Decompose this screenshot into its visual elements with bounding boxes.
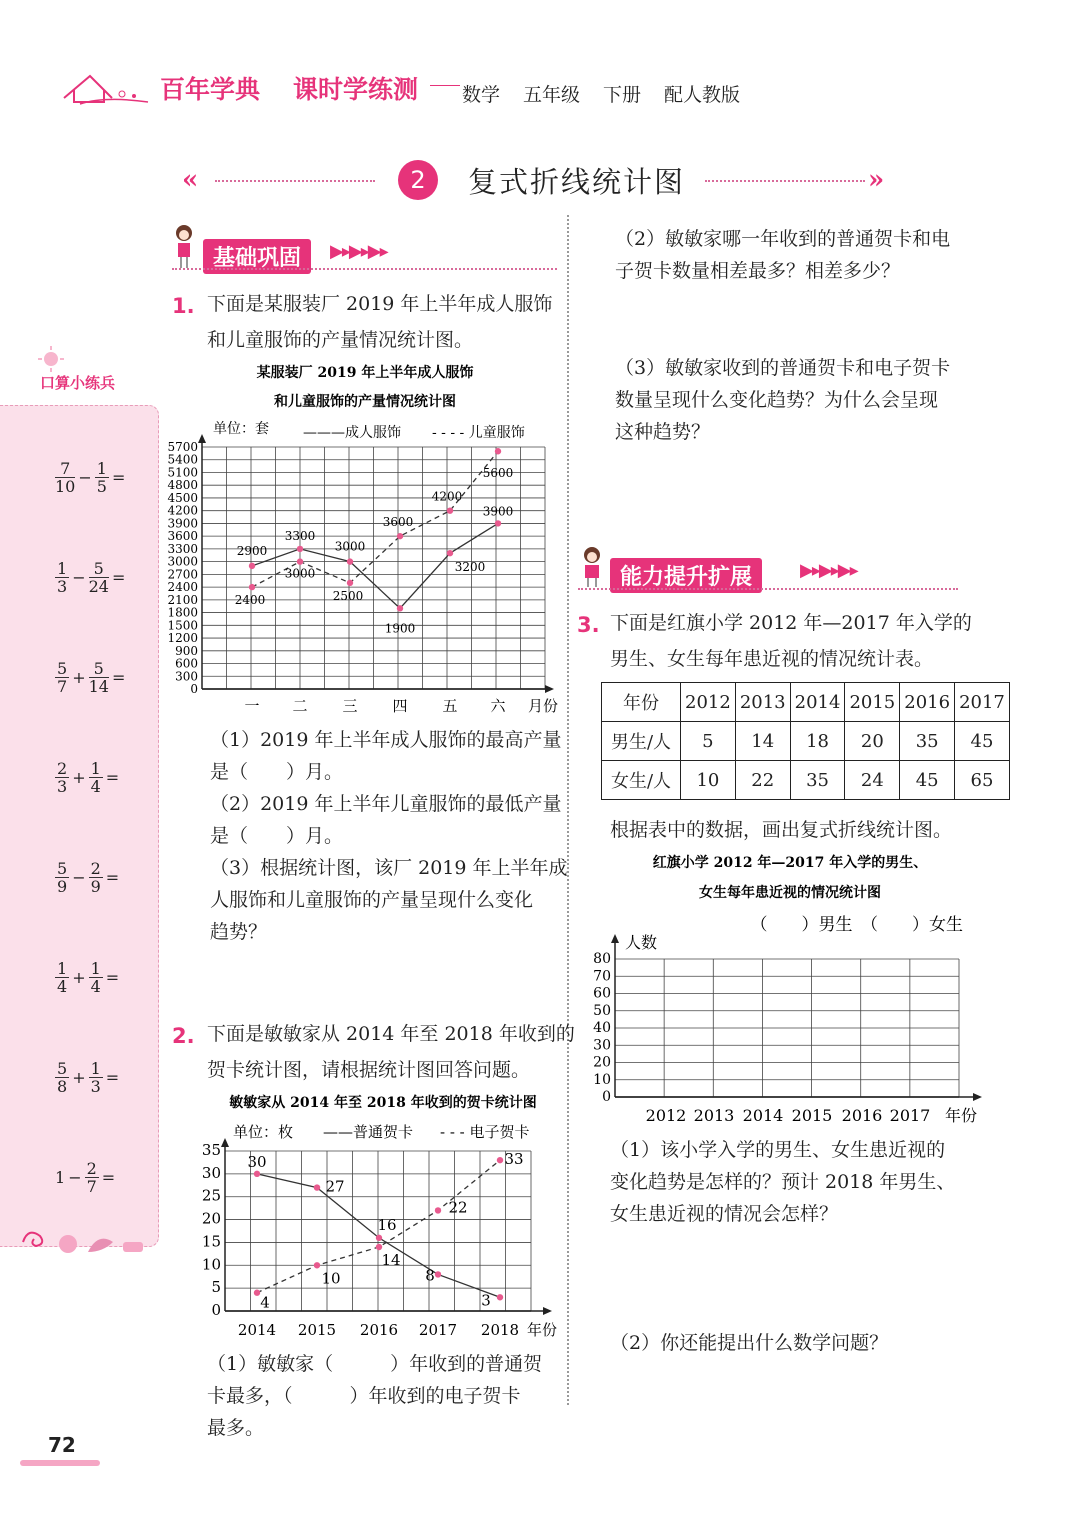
chart1 [160, 355, 565, 720]
chart1-subtitle: 和儿童服饰的产量情况统计图 [274, 394, 456, 410]
q3-table [601, 682, 1010, 800]
sidebar-swirl-icon [18, 1222, 148, 1262]
q2-number: 2. [172, 1024, 195, 1048]
data-label: 3900 [482, 504, 514, 519]
table-cell: 2013 [735, 683, 790, 722]
fraction-a: $\frac{5}{8}$ [57, 1059, 68, 1096]
chart2-unit: 单位：枚 [233, 1123, 294, 1141]
y-tick-label: 2700 [167, 567, 198, 582]
fraction-a: $\frac{2}{3}$ [57, 759, 68, 796]
x-tick-label: 2015 [297, 1321, 337, 1339]
sidebar-problem [55, 1160, 115, 1195]
sidebar-problem [55, 860, 119, 895]
table-cell: 20 [845, 722, 900, 761]
sidebar-problem [55, 960, 119, 995]
y-tick-label: 2400 [167, 580, 198, 595]
y-tick-label: 70 [593, 968, 611, 985]
operator: − [72, 568, 86, 587]
y-tick-label: 40 [593, 1020, 611, 1036]
y-tick-label: 15 [201, 1232, 221, 1251]
x-axis-label: 年份 [527, 1321, 558, 1339]
q1-number: 1. [172, 294, 195, 318]
data-label: 3 [481, 1291, 491, 1310]
data-point [347, 558, 353, 564]
sidebar-sun-icon [38, 346, 64, 372]
x-tick-label: 2014 [742, 1106, 784, 1125]
q2-sub3-3: 这种趋势？ [615, 421, 711, 443]
right-chevrons-icon: » [868, 165, 885, 195]
y-tick-label: 600 [175, 656, 198, 671]
equals-sign: = [105, 968, 120, 987]
data-point [249, 584, 255, 590]
q3-sub1-2: 变化趋势是怎样的？预计 2018 年男生、 [610, 1171, 956, 1193]
q2-sub2-2: 子贺卡数量相差最多？相差多少？ [615, 260, 901, 282]
y-tick-label: 3600 [167, 529, 198, 544]
y-tick-label: 2100 [167, 592, 198, 607]
y-axis-arrow [611, 934, 619, 943]
data-point [435, 1271, 441, 1277]
data-point [497, 1157, 503, 1163]
fraction-a: $\frac{5}{7}$ [57, 659, 68, 696]
q1-sub2-2: 是（ ）月。 [210, 825, 344, 847]
equals-sign: = [105, 868, 120, 887]
title-dotline-left [215, 180, 375, 182]
series-title: 课时学练测 [293, 75, 419, 104]
fraction-a: 1 [55, 1168, 66, 1187]
y-tick-label: 20 [201, 1209, 221, 1228]
y-tick-label: 3000 [167, 554, 198, 569]
x-tick-label: 2018 [480, 1321, 520, 1339]
y-tick-label: 35 [201, 1141, 221, 1159]
q1-sub3-2: 人服饰和儿童服饰的产量呈现什么变化 [210, 889, 534, 911]
data-label: 3000 [284, 566, 316, 581]
y-tick-label: 10 [593, 1071, 611, 1088]
y-tick-label: 5400 [167, 452, 198, 467]
operator: + [72, 768, 86, 787]
data-point [495, 448, 501, 454]
chart2-title: 敏敏家从 2014 年至 2018 年收到的贺卡统计图 [229, 1095, 537, 1111]
x-axis-label: 月份 [528, 697, 559, 715]
q3-number: 3. [577, 613, 600, 637]
q2-text-1: 下面是敏敏家从 2014 年至 2018 年收到的 [207, 1023, 575, 1045]
y-tick-label: 3900 [167, 516, 198, 531]
fraction-b: $\frac{2}{9}$ [90, 859, 101, 896]
data-point [314, 1262, 320, 1268]
equals-sign: = [111, 468, 126, 487]
table-cell: 2016 [900, 683, 955, 722]
data-label: 16 [377, 1215, 397, 1234]
data-label: 3200 [454, 560, 486, 575]
q2-text-2: 贺卡统计图，请根据统计图回答问题。 [207, 1059, 531, 1081]
table-cell: 男生/人 [602, 722, 681, 761]
sidebar-problem [55, 1060, 119, 1095]
data-label: 22 [448, 1198, 468, 1217]
chart2 [195, 1085, 565, 1345]
chart3-title: 红旗小学 2012 年—2017 年入学的男生、 [652, 855, 928, 871]
left-chevrons-icon: « [182, 165, 199, 195]
data-label: 2900 [236, 543, 268, 558]
data-label: 10 [321, 1269, 341, 1288]
data-point [497, 1294, 503, 1300]
data-point [447, 507, 453, 513]
data-point [376, 1235, 382, 1241]
x-tick-label: 五 [442, 697, 458, 715]
data-point [376, 1244, 382, 1250]
fraction-a: $\frac{5}{9}$ [57, 859, 68, 896]
equals-sign: = [101, 1168, 116, 1187]
data-label: 4 [260, 1293, 270, 1312]
y-tick-label: 5100 [167, 465, 198, 480]
q1-sub3-3: 趋势？ [210, 921, 268, 943]
y-tick-label: 10 [201, 1255, 221, 1274]
table-row [602, 761, 1010, 800]
sidebar-problem [55, 460, 125, 495]
table-cell: 女生/人 [602, 761, 681, 800]
y-tick-label: 4800 [167, 478, 198, 493]
y-tick-label: 80 [593, 951, 611, 967]
banner-advanced: 能力提升扩展 [610, 558, 762, 593]
y-tick-label: 0 [211, 1301, 221, 1319]
y-tick-label: 300 [175, 669, 198, 684]
operator: − [68, 1168, 82, 1187]
q2-sub1-3: 最多。 [207, 1417, 265, 1439]
y-tick-label: 0 [190, 682, 198, 696]
equals-sign: = [105, 1068, 120, 1087]
data-point [314, 1184, 320, 1190]
data-point [254, 1171, 260, 1177]
x-axis-label: 年份 [945, 1106, 978, 1125]
x-axis-arrow [973, 1093, 982, 1101]
chart1-unit: 单位：套 [213, 421, 269, 437]
data-point [397, 605, 403, 611]
table-cell: 35 [790, 761, 845, 800]
table-cell: 5 [681, 722, 736, 761]
girl-mascot-2-icon [578, 546, 606, 588]
chart1-legend-solid: ———成人服饰 [303, 425, 401, 441]
fraction-b: $\frac{1}{4}$ [90, 959, 101, 996]
q2-sub3-2: 数量呈现什么变化趋势？为什么会呈现 [615, 389, 939, 411]
data-label: 14 [381, 1251, 401, 1269]
operator: − [78, 468, 92, 487]
chart3 [585, 846, 995, 1131]
data-label: 2500 [332, 588, 364, 603]
x-tick-label: 2013 [693, 1106, 735, 1125]
x-tick-label: 2017 [889, 1106, 931, 1125]
y-tick-label: 1500 [167, 618, 198, 633]
banner-dotline-2 [578, 588, 958, 590]
x-tick-label: 2014 [237, 1321, 277, 1339]
data-point [297, 558, 303, 564]
y-axis-arrow [198, 434, 206, 443]
q3-text-2: 男生、女生每年患近视的情况统计表。 [610, 648, 934, 670]
table-cell: 45 [955, 722, 1010, 761]
table-cell: 35 [900, 722, 955, 761]
data-label: 8 [425, 1266, 435, 1285]
data-label: 5600 [482, 466, 514, 481]
q3-sub1-3: 女生患近视的情况会怎样？ [610, 1203, 839, 1225]
x-tick-label: 四 [392, 697, 408, 715]
x-tick-label: 2016 [841, 1106, 883, 1125]
fraction-b: $\frac{1}{3}$ [90, 1059, 101, 1096]
q1-sub3-1: （3）根据统计图，该厂 2019 年上半年成 [210, 857, 568, 879]
y-tick-label: 4500 [167, 490, 198, 505]
x-tick-label: 2012 [645, 1106, 687, 1125]
y-tick-label: 1200 [167, 631, 198, 646]
table-cell: 18 [790, 722, 845, 761]
data-label: 2400 [234, 593, 266, 608]
banner-dotline [172, 268, 557, 270]
data-label: 1900 [384, 621, 416, 636]
fraction-a: $\frac{7}{10}$ [55, 459, 76, 496]
chart2-legend-solid: ——普通贺卡 [323, 1123, 414, 1141]
table-cell: 22 [735, 761, 790, 800]
y-tick-label: 5700 [167, 440, 198, 454]
chart3-legend: （ ）男生 （ ）女生 [750, 915, 963, 935]
q1-text-1: 下面是某服装厂 2019 年上半年成人服饰 [207, 293, 553, 315]
fraction-b: $\frac{5}{24}$ [88, 559, 109, 596]
table-cell: 2017 [955, 683, 1010, 722]
table-cell: 2012 [681, 683, 736, 722]
x-axis-arrow [543, 1307, 552, 1315]
title-dotline-right [705, 180, 865, 182]
y-axis-arrow [221, 1138, 229, 1147]
x-tick-label: 二 [292, 697, 308, 715]
data-point [397, 533, 403, 539]
x-tick-label: 2017 [418, 1321, 458, 1339]
data-label: 3300 [284, 528, 316, 543]
y-tick-label: 900 [175, 643, 198, 658]
header-line [430, 85, 460, 86]
x-tick-label: 2015 [791, 1106, 833, 1125]
chart1-title: 某服装厂 2019 年上半年成人服饰 [256, 365, 474, 381]
data-label: 3000 [334, 539, 366, 554]
chart2-legend-dash: - - - 电子贺卡 [440, 1123, 530, 1141]
data-point [435, 1207, 441, 1213]
girl-mascot-icon [172, 224, 196, 270]
banner-basic: 基础巩固 [203, 239, 311, 274]
header-volume: 下册 [603, 84, 642, 106]
data-point [297, 546, 303, 552]
y-tick-label: 5 [211, 1278, 221, 1297]
y-tick-label: 1800 [167, 605, 198, 620]
data-label: 4200 [431, 489, 463, 504]
column-divider [567, 215, 569, 1405]
page-number: 72 [48, 1433, 76, 1457]
equals-sign: = [111, 568, 126, 587]
q3-sub2: （2）你还能提出什么数学问题？ [610, 1332, 889, 1354]
q3-sub1-1: （1）该小学入学的男生、女生患近视的 [610, 1139, 946, 1161]
fraction-b: $\frac{2}{7}$ [86, 1159, 97, 1196]
x-tick-label: 2016 [359, 1321, 399, 1339]
table-cell: 10 [681, 761, 736, 800]
y-tick-label: 30 [593, 1037, 611, 1054]
q3-text-1: 下面是红旗小学 2012 年—2017 年入学的 [610, 612, 972, 634]
sidebar-problem [55, 760, 119, 795]
y-tick-label: 20 [593, 1054, 611, 1071]
x-axis-arrow [545, 685, 554, 693]
table-row [602, 722, 1010, 761]
x-tick-label: 六 [490, 697, 506, 715]
brand-title: 百年学典 [160, 75, 261, 104]
table-cell: 24 [845, 761, 900, 800]
data-point [495, 520, 501, 526]
y-tick-label: 60 [593, 985, 611, 1002]
q1-text-2: 和儿童服饰的产量情况统计图。 [207, 329, 474, 351]
banner-arrows-icon: ▶▸▶▸▶▸ [330, 241, 387, 262]
header-grade: 五年级 [523, 84, 581, 106]
data-label: 33 [504, 1150, 524, 1169]
chart3-ylabel: 人数 [625, 933, 658, 952]
y-tick-label: 3300 [167, 541, 198, 556]
header-subject: 数学 [462, 84, 501, 106]
operator: + [72, 668, 86, 687]
y-tick-label: 25 [201, 1186, 221, 1205]
data-label: 30 [247, 1152, 267, 1171]
operator: − [72, 868, 86, 887]
section-number: 2 [398, 160, 438, 200]
page-number-bar [20, 1460, 100, 1466]
q1-sub1-1: （1）2019 年上半年成人服饰的最高产量 [210, 729, 562, 751]
equals-sign: = [111, 668, 126, 687]
banner-arrows-2-icon: ▶▸▶▸▶▸ [800, 560, 857, 581]
section-title: 复式折线统计图 [468, 165, 686, 199]
table-cell: 2014 [790, 683, 845, 722]
q2-sub3-1: （3）敏敏家收到的普通贺卡和电子贺卡 [615, 357, 951, 379]
fraction-b: $\frac{5}{14}$ [88, 659, 109, 696]
y-tick-label: 4200 [167, 503, 198, 518]
data-label: 27 [325, 1177, 345, 1196]
equals-sign: = [105, 768, 120, 787]
header-edition: 配人教版 [664, 84, 741, 106]
x-tick-label: 三 [342, 697, 358, 715]
q1-sub2-1: （2）2019 年上半年儿童服饰的最低产量 [210, 793, 562, 815]
q2-sub2-1: （2）敏敏家哪一年收到的普通贺卡和电 [615, 228, 951, 250]
header-house-icon [60, 66, 150, 106]
x-tick-label: 一 [244, 697, 260, 715]
operator: + [72, 1068, 86, 1087]
chart3-subtitle: 女生每年患近视的情况统计图 [699, 885, 881, 901]
fraction-a: $\frac{1}{4}$ [57, 959, 68, 996]
sidebar-problem [55, 660, 125, 695]
fraction-b: $\frac{1}{4}$ [90, 759, 101, 796]
q2-sub1-2: 卡最多，（ ）年收到的电子贺卡 [207, 1385, 521, 1407]
sidebar-title: 口算小练兵 [40, 374, 116, 392]
y-tick-label: 0 [602, 1089, 611, 1105]
y-tick-label: 30 [201, 1163, 221, 1182]
table-cell: 65 [955, 761, 1010, 800]
q2-sub1-1: （1）敏敏家（ ）年收到的普通贺 [207, 1353, 543, 1375]
fraction-a: $\frac{1}{3}$ [57, 559, 68, 596]
table-cell: 2015 [845, 683, 900, 722]
sidebar-panel [0, 405, 159, 1247]
table-cell: 年份 [602, 683, 681, 722]
q3-instruction: 根据表中的数据，画出复式折线统计图。 [610, 819, 953, 841]
q1-sub1-2: 是（ ）月。 [210, 761, 344, 783]
table-cell: 14 [735, 722, 790, 761]
q3-table-wrap [601, 682, 1010, 800]
table-header-row [602, 683, 1010, 722]
sidebar-problem [55, 560, 125, 595]
data-point [447, 550, 453, 556]
operator: + [72, 968, 86, 987]
y-tick-label: 50 [593, 1002, 611, 1019]
table-cell: 45 [900, 761, 955, 800]
fraction-b: $\frac{1}{5}$ [96, 459, 107, 496]
chart1-legend-dash: - - - - 儿童服饰 [432, 425, 525, 441]
data-point [249, 563, 255, 569]
data-label: 3600 [382, 515, 414, 530]
data-point [347, 580, 353, 586]
